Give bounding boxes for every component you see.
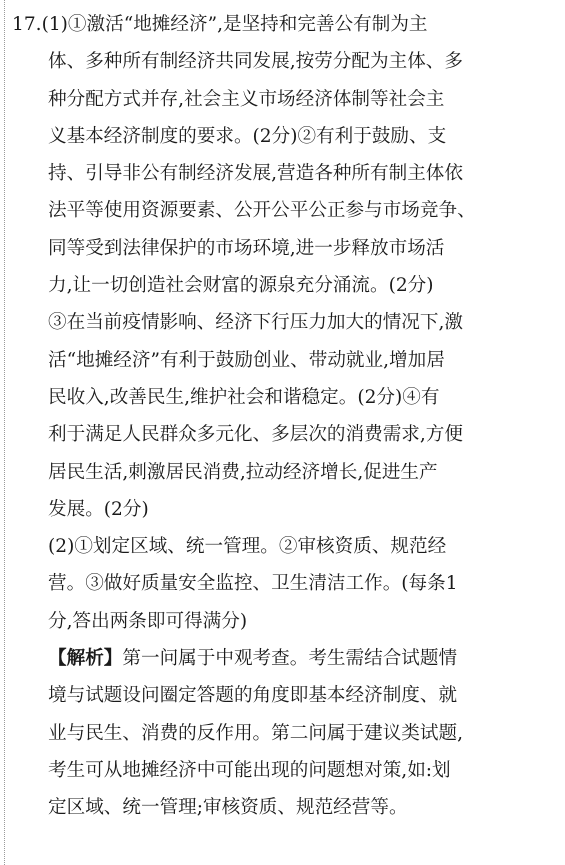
answer-line-16: 营。③做好质量安全监控、卫生清洁工作。(每条1 <box>48 573 458 595</box>
answer-line-11: 民收入,改善民生,维护社会和谐稳定。(2分)④有 <box>48 386 440 408</box>
answer-line-2: 体、多种所有制经济共同发展,按劳分配为主体、多 <box>48 51 463 73</box>
answer-content <box>12 6 552 827</box>
answer-line-14: 发展。(2分) <box>48 498 149 520</box>
analysis-first-line <box>12 640 552 677</box>
left-margin-dotted-rule <box>4 0 5 865</box>
analysis-first-text: 第一问属于中观考查。考生需结合试题情 <box>122 648 458 670</box>
answer-line-17: 分,答出两条即可得满分) <box>48 610 248 632</box>
answer-line-1: 17.(1)①激活“地摊经济”,是坚持和完善公有制为主 <box>12 14 428 35</box>
answer-line-12: 利于满足人民群众多元化、多层次的消费需求,方便 <box>48 424 463 446</box>
analysis-line-3: 业与民生、消费的反作用。第二问属于建议类试题, <box>48 722 463 744</box>
analysis-line-4: 考生可从地摊经济中可能出现的问题想对策,如:划 <box>48 759 451 781</box>
analysis-tag: 【解析】 <box>48 648 123 670</box>
analysis-line-2: 境与试题设问圈定答题的角度即基本经济制度、就 <box>48 685 458 707</box>
answer-line-4: 义基本经济制度的要求。(2分)②有利于鼓励、支 <box>48 125 447 147</box>
analysis-line-5: 定区域、统一管理;审核资质、规范经营等。 <box>48 797 408 819</box>
answer-line-7: 同等受到法律保护的市场环境,进一步释放市场活 <box>48 237 445 259</box>
answer-line-10: 活“地摊经济”有利于鼓励创业、带动就业,增加居 <box>48 349 445 371</box>
answer-line-13: 居民生活,刺激居民消费,拉动经济增长,促进生产 <box>48 461 438 483</box>
answer-line-9: ③在当前疫情影响、经济下行压力加大的情况下,激 <box>48 312 463 334</box>
answer-line-6: 法平等使用资源要素、公开公平公正参与市场竞争、 <box>48 200 476 222</box>
answer-line-8: 力,让一切创造社会财富的源泉充分涌流。(2分) <box>48 275 434 297</box>
answer-line-5: 持、引导非公有制经济发展,营造各种所有制主体依 <box>48 163 463 185</box>
answer-line-15: (2)①划定区域、统一管理。②审核资质、规范经 <box>48 536 447 558</box>
answer-line-3: 种分配方式并存,社会主义市场经济体制等社会主 <box>48 88 445 110</box>
